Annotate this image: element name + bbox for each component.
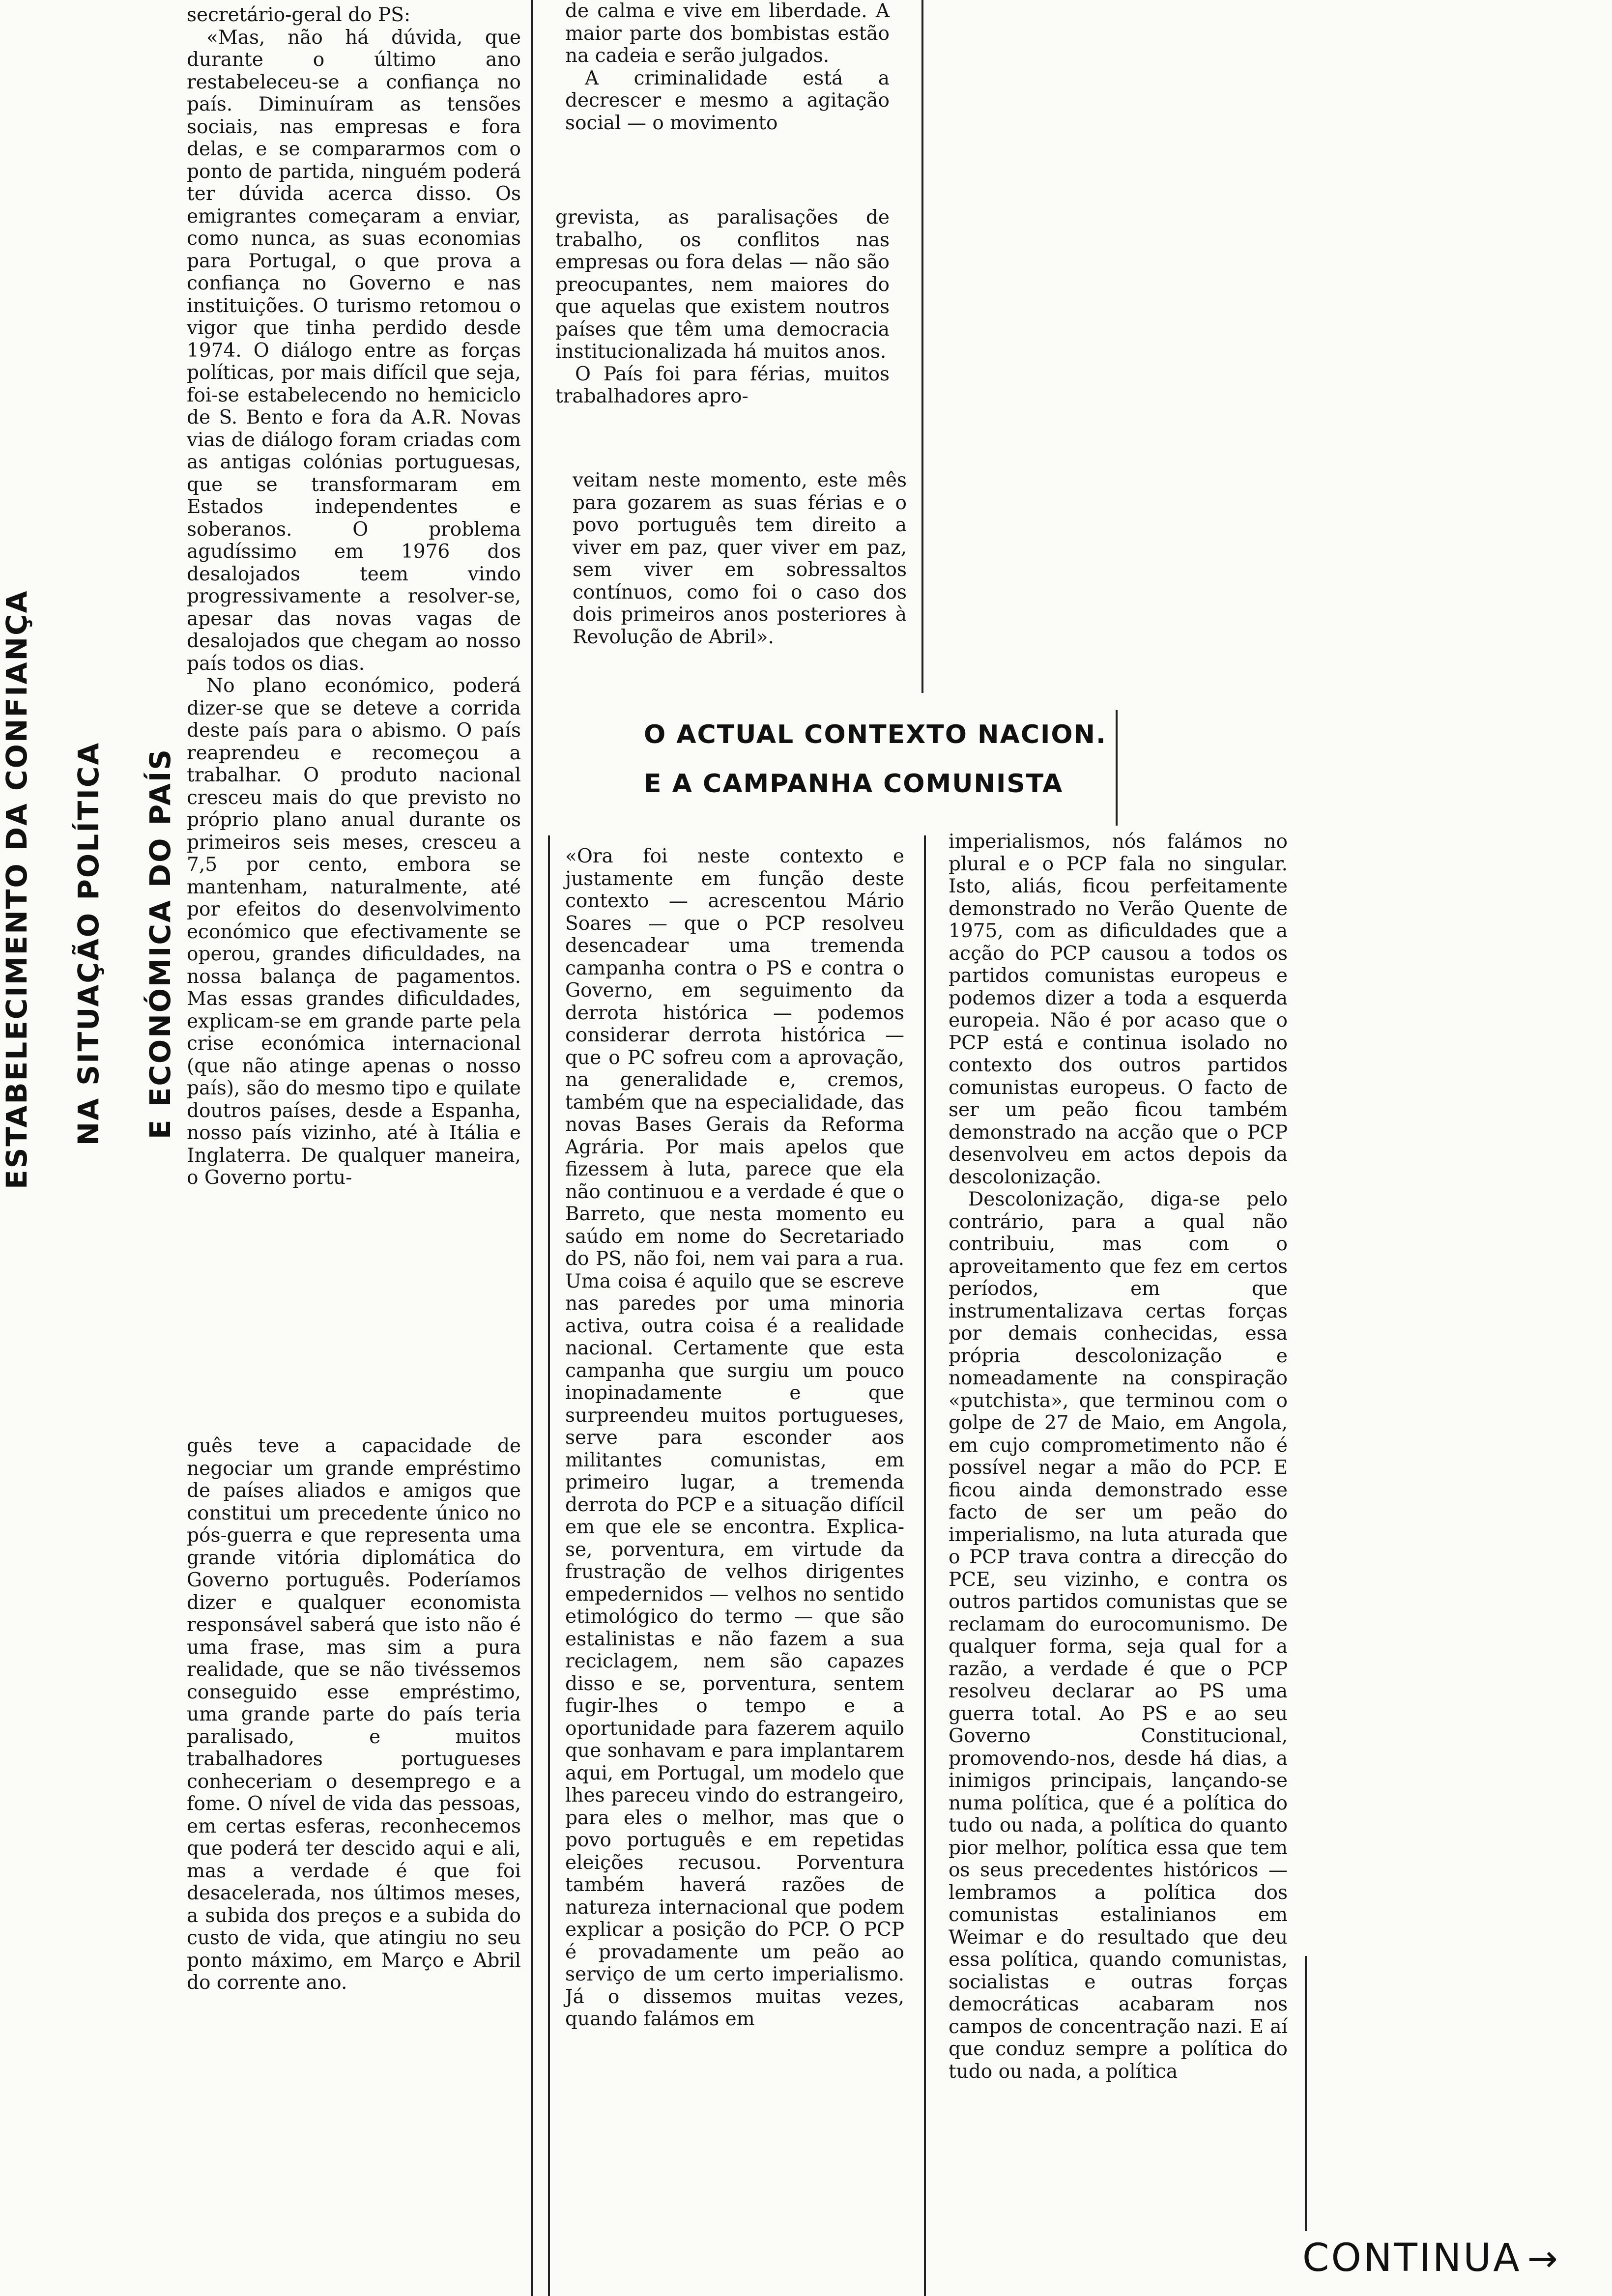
col2-mid-paragraph-2: O País foi para férias, muitos trabalhadores apro- <box>555 363 890 407</box>
col3-paragraph-1: «Ora foi neste contexto e justamente em função deste contexto — acrescentou Mário Soares — que o PCP resolveu desencadear uma tremenda campanha contra o PS e contra o Governo, em seguimento da derrota histórica — podemos considerar derrota histórica — que o PC sofreu com a aprovação, na generalidade e, cremos, também que na especialidade, das novas Bases Gerais da Reforma Agrária. Por mais apelos que fizessem à luta, parece que ela não continuou e a verdade é que o Barreto, que nesta momento eu saúdo em nome do Secretariado do PS, não foi, nem vai para a rua. Uma coisa é aquilo que se escreve nas paredes por uma minoria activa, outra coisa é a realidade nacional. Certamente que esta campanha que surgiu um pouco inopinadamente e que surpreendeu muitos portugueses, serve para esconder aos militantes comunistas, em primeiro lugar, a tremenda derrota do PCP e a situação difícil em que ele se encontra. Explica-se, porventura, em virtude da frustração de velhos dirigentes empedernidos — velhos no sentido etimológico do termo — que são estalinistas e não fazem a sua reciclagem, nem são capazes disso e se, porventura, sentem fugir-lhes o tempo e a oportunidade para fazerem aquilo que sonhavam e para implantarem aqui, em Portugal, um modelo que lhes pareceu vindo do estrangeiro, para eles o melhor, mas que o povo português e em repetidas eleições recusou. Porventura também haverá razões de natureza internacional que podem explicar a posição do PCP. O PCP é provadamente um peão ao serviço de um certo imperialismo. Já o dissemos muitas vezes, quando falámos em <box>565 845 904 2030</box>
col1b-paragraph-1: guês teve a capacidade de negociar um grande empréstimo de países aliados e amigos que constitui um precedente único no pós-guerra e que representa uma grande vitória diplomática do Governo português. Poderíamos dizer e qualquer economista responsável saberá que isto não é uma frase, mas sim a pura realidade, que se não tivéssemos conseguido esse empréstimo, uma grande parte do país teria paralisado, e muitos trabalhadores portugueses conheceriam o desemprego e a fome. O nível de vida das pessoas, em certas esferas, reconhecemos que poderá ter descido aqui e ali, mas a verdade é que foi desacelerada, nos últimos meses, a subida dos preços e a subida do custo de vida, que atingiu no seu ponto máximo, em Março e Abril do corrente ano. <box>187 1435 521 1994</box>
col4-paragraph-1: imperialismos, nós falámos no plural e o PCP fala no singular. Isto, aliás, ficou perfeitamente demonstrado no Verão Quente de 1975, com as dificuldades que a acção do PCP causou a todos os partidos comunistas europeus e podemos dizer a toda a esquerda europeia. Não é por acaso que o PCP está e continua isolado no contexto dos outros partidos comunistas europeus. O facto de ser um peão ficou também demonstrado na acção que o PCP desenvolveu em actos depois da descolonização. <box>949 831 1288 1188</box>
side-headline <box>0 589 177 1189</box>
side-headline-line-1: ESTABELECIMENTO DA CONFIANÇA <box>0 589 33 1189</box>
side-headline-line-3: E ECONÓMICA DO PAÍS <box>144 747 177 1140</box>
side-headline-line-2: NA SITUAÇÃO POLÍTICA <box>72 741 105 1146</box>
column-4 <box>949 831 1288 2083</box>
col1-paragraph-1: «Mas, não há dúvida, que durante o último ano restabeleceu-se a confiança no país. Diminuíram as tensões sociais, nas empresas e fora delas, e se compararmos com o ponto de partida, ninguém poderá ter dúvida acerca disso. Os emigrantes começaram a enviar, como nunca, as suas economias para Portugal, o que prova a confiança no Governo e nas instituições. O turismo retomou o vigor que tinha perdido desde 1974. O diálogo entre as forças políticas, por mais difícil que seja, foi-se estabelecendo no hemiciclo de S. Bento e fora da A.R. Novas vias de diálogo foram criadas com as antigas colónias portuguesas, que se transformaram em Estados independentes e soberanos. O problema agudíssimo em 1976 dos desalojados teem vindo progressivamente a resolver-se, apesar das novas vagas de desalojados que chegam ao nosso país todos os dias. <box>187 26 521 675</box>
col1-top-line: secretário-geral do PS: <box>187 4 411 26</box>
continua-marker <box>1302 2236 1560 2280</box>
col2-mid-paragraph-1: grevista, as paralisações de trabalho, os conflitos nas empresas ou fora delas — não são preocupantes, nem maiores do que aquelas que existem noutros países que têm uma democracia institucionalizada há muitos anos. <box>555 206 890 363</box>
column-divider <box>924 835 926 2296</box>
col4-paragraph-2: Descolonização, diga-se pelo contrário, para a qual não contribuiu, mas com o aproveitamento que fez em certos períodos, em que instrumentalizava certas forças por demais conhecidas, essa própria descolonização e nomeadamente na conspiração «putchista», que terminou com o golpe de 27 de Maio, em Angola, em cujo comprometimento não é possível negar a mão do PCP. E ficou ainda demonstrado esse facto de ser um peão do imperialismo, na luta aturada que o PCP trava contra a direcção do PCE, seu vizinho, e contra os outros partidos comunistas que se reclamam do eurocomunismo. De qualquer forma, seja qual for a razão, a verdade é que o PCP resolveu declarar ao PS uma guerra total. Ao PS e ao seu Governo Constitucional, promovendo-nos, desde há dias, a inimigos principais, lançando-se numa política, que é a política do tudo ou nada, a política do quanto pior melhor, política essa que tem os seus precedentes históricos — lembramos a política dos comunistas estalinianos em Weimar e do resultado que deu essa política, quando comunistas, socialistas e outras forças democráticas acabaram nos campos de concentração nazi. E aí que conduz sempre a política do tudo ou nada, a política <box>949 1188 1288 2083</box>
column-2-top <box>565 0 890 134</box>
col2-low-paragraph-1: veitam neste momento, este mês para gozarem as suas férias e o povo português tem direito a viver em paz, quer viver em paz, sem viver em sobressaltos contínuos, como foi o caso dos dois primeiros anos posteriores à Revolução de Abril». <box>573 469 907 648</box>
column-2-middle <box>555 206 890 408</box>
arrow-right-icon: → <box>1527 2238 1560 2280</box>
column-divider <box>531 0 533 2296</box>
column-divider <box>921 0 923 693</box>
column-divider <box>548 835 550 2296</box>
continua-label: CONTINUA <box>1302 2236 1522 2280</box>
subheading-line-2: E A CAMPANHA COMUNISTA <box>644 769 1064 799</box>
column-1 <box>187 4 521 1189</box>
column-2-lower <box>573 469 907 648</box>
column-3 <box>565 845 904 2031</box>
subheading-frame <box>1116 710 1118 826</box>
column-divider <box>1305 1956 1307 2231</box>
column-1-continued <box>187 1435 521 1994</box>
col2-top-paragraph-2: A criminalidade está a decrescer e mesmo a agitação social — o movimento <box>565 67 890 134</box>
subheading-line-1: O ACTUAL CONTEXTO NACION. <box>644 720 1107 749</box>
col2-top-paragraph-1: de calma e vive em liberdade. A maior parte dos bombistas estão na cadeia e serão julgados. <box>565 0 890 67</box>
col1-paragraph-2: No plano económico, poderá dizer-se que se deteve a corrida deste país para o abismo. O país reaprendeu e recomeçou a trabalhar. O produto nacional cresceu mais do que previsto no próprio plano anual durante os primeiros seis meses, cresceu a 7,5 por cento, embora se mantenham, naturalmente, até por efeitos do desenvolvimento económico que efectivamente se operou, grandes dificuldades, na nossa balança de pagamentos. Mas essas grandes dificuldades, explicam-se em grande parte pela crise económica internacional (que não atinge apenas o nosso país), são do mesmo tipo e quilate doutros países, desde a Espanha, nosso país vizinho, até à Itália e Inglaterra. De qualquer maneira, o Governo portu- <box>187 675 521 1189</box>
